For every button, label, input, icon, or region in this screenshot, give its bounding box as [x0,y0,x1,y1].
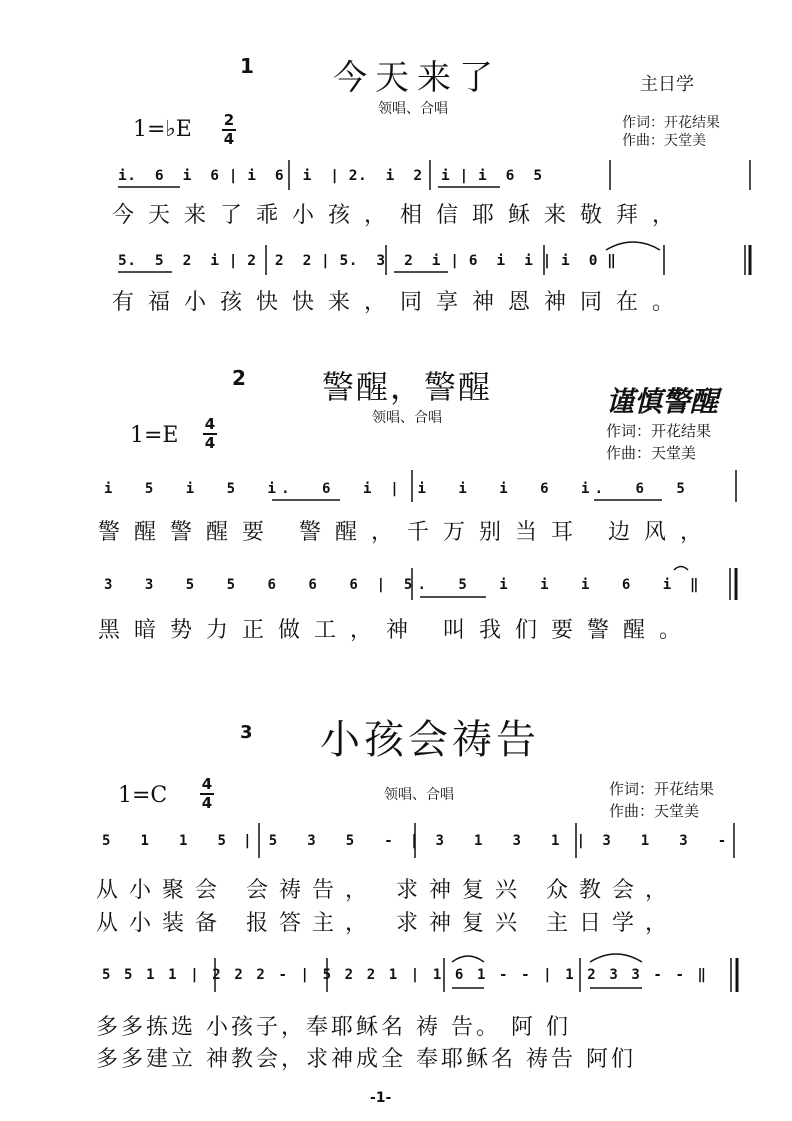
song1-line1-lyrics: 今天来了乖小孩，相信耶稣来敬拜， [112,203,689,228]
tie [590,954,642,962]
song3-line2-notes: 5 5 1 1 | 2 2 2 - | 5 2 2 1 | 1 6 1 - - | 1 2 3 3 - - ‖ [102,967,709,983]
fermata [674,567,688,571]
song1-key: 1=♭E [133,117,192,142]
song1-tag: 主日学 [640,74,694,95]
song2-key: 1=E [130,423,179,448]
song2-title: 警醒，警醒 [322,368,493,406]
song1-time-top: 2 [223,111,235,129]
song3-performance: 领唱、合唱 [384,787,454,803]
song2-number: 2 [232,366,246,390]
song3-lyricist: 作词：开花结果 [609,780,715,798]
song2-lyricist: 作词：开花结果 [606,422,712,440]
song2-line2-notes: 3 3 5 5 6 6 6 | 5. 5 i i i 6 i ‖ [104,577,704,593]
song3-time-top: 4 [201,775,213,793]
song2-performance: 领唱、合唱 [372,410,442,426]
song3-title: 小孩会祷告 [320,717,540,763]
tie [606,242,660,250]
song2-line2-lyrics: 黑暗势力正做工，神 叫我们要警醒。 [98,618,695,643]
song1-line2-notes: 5. 5 2 i | 2 2 2 | 5. 3 2 i | 6 i i | i 0 ‖ [118,253,617,269]
song3-line1-notes: 5 1 1 5 | 5 3 5 - | 3 1 3 1 | 3 1 3 - [102,833,731,849]
song3-number: 3 [240,722,253,743]
song1-number: 1 [240,54,254,78]
song2-stamp: 谨慎警醒 [606,385,719,418]
song1-line1-notes: i. 6 i 6 | i 6 i | 2. i 2 i | i 6 5 [118,168,543,184]
page-number: -1- [370,1090,392,1106]
song1-performance: 领唱、合唱 [378,101,448,117]
tie [452,956,484,962]
song3-key: 1=C [118,783,168,808]
song3-line2-lyrics-verse2: 多多建立 神教会，求神成全 奉耶稣名 祷告 阿们 [96,1047,636,1072]
song2-time-bottom: 4 [204,434,216,452]
song2-composer: 作曲：天堂美 [606,444,697,462]
song2-line1-notes: i 5 i 5 i. 6 i | i i i 6 i. 6 5 [104,481,691,497]
song3-time-bottom: 4 [201,794,213,812]
song1-composer: 作曲：天堂美 [622,133,706,149]
song1-lyricist: 作词：开花结果 [622,115,720,131]
song1-time-bottom: 4 [223,130,235,148]
song1-title: 今天来了 [333,58,501,98]
song3-line1-lyrics-verse1: 从小聚会 会祷告， 求神复兴 众教会， [96,878,678,903]
song3-composer: 作曲：天堂美 [609,802,700,820]
song2-line1-lyrics: 警醒警醒要 警醒，千万别当耳 边风， [98,520,716,545]
song3-line2-lyrics-verse1: 多多拣选 小孩子，奉耶稣名 祷 告。 阿 们 [96,1015,571,1040]
song2-time-top: 4 [204,415,216,433]
song1-line2-lyrics: 有福小孩快快来，同享神恩神同在。 [112,290,689,315]
song3-line1-lyrics-verse2: 从小装备 报答主， 求神复兴 主日学， [96,911,678,936]
